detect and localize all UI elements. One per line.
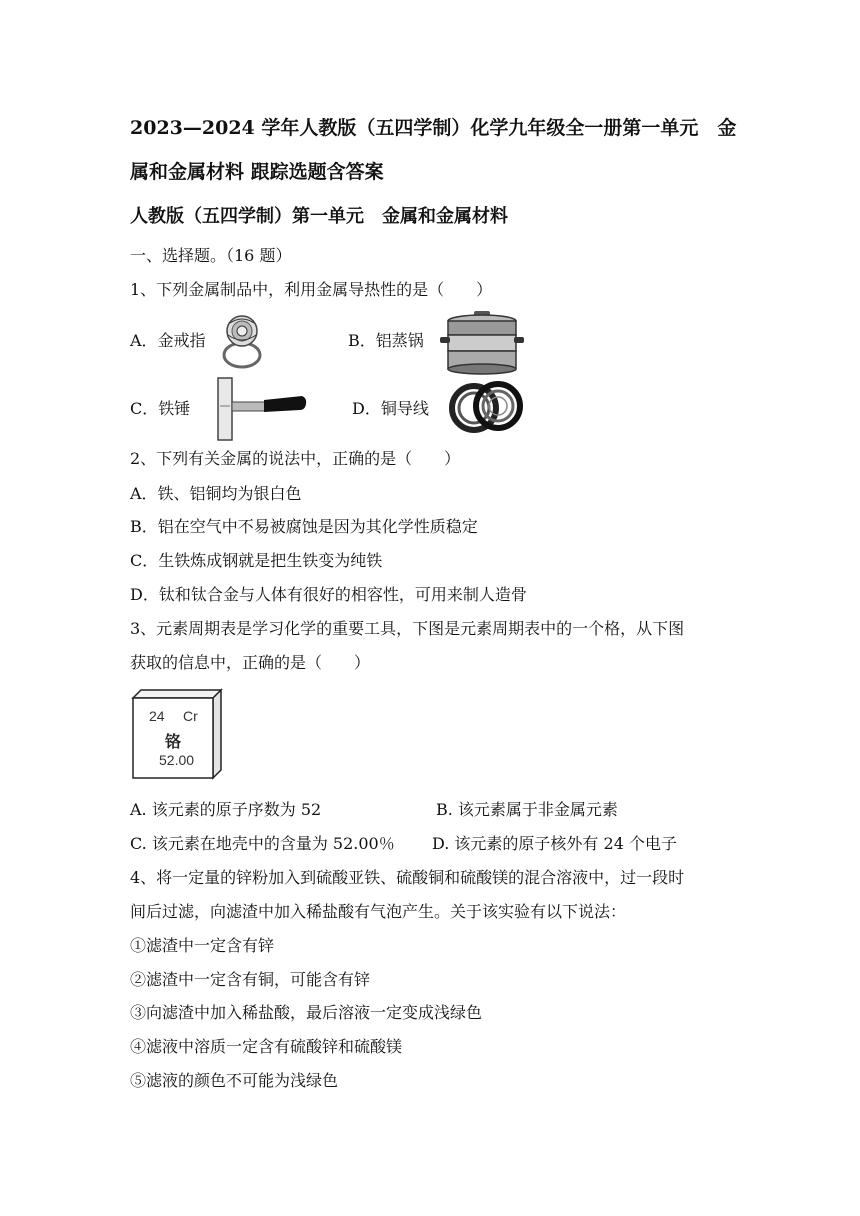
q4-statement-2: ②滤渣中一定含有铜，可能含有锌 [130,970,371,989]
q3-option-b: B. 该元素属于非金属元素 [436,800,618,819]
q1-option-c: C．铁锤 [130,399,191,418]
q4-stem-line-2: 间后过滤，向滤渣中加入稀盐酸有气泡产生。关于该实验有以下说法： [130,902,627,921]
q4-statement-1: ①滤渣中一定含有锌 [130,936,275,955]
steamer-pot-picture [440,309,524,375]
unit-subtitle: 人教版（五四学制）第一单元 金属和金属材料 [130,206,508,227]
hammer-picture [212,376,308,442]
q4-stem-line-1: 4、将一定量的锌粉加入到硫酸亚铁、硫酸铜和硫酸镁的混合溶液中，过一段时 [130,868,685,887]
q4-statement-5: ⑤滤液的颜色不可能为浅绿色 [130,1071,339,1090]
q3-option-a: A. 该元素的原子序数为 52 [130,800,322,819]
q3-option-c: C. 该元素在地壳中的含量为 52.00％ [130,834,395,853]
q4-statement-3: ③向滤渣中加入稀盐酸，最后溶液一定变成浅绿色 [130,1003,483,1022]
document-title-line-2: 属和金属材料 跟踪选题含答案 [130,161,384,183]
section-heading: 一、选择题。（16 题） [130,246,292,265]
q4-statement-4: ④滤液中溶质一定含有硫酸锌和硫酸镁 [130,1037,403,1056]
q3-stem-line-1: 3、元素周期表是学习化学的重要工具，下图是元素周期表中的一个格，从下图 [130,619,685,638]
element-atomic-number: 24 [149,708,165,724]
element-name: 铬 [165,732,182,751]
element-atomic-mass: 52.00 [159,752,195,768]
document-title-line-1: 2023—2024 学年人教版（五四学制）化学九年级全一册第一单元 金 [130,117,737,139]
q2-option-c: C．生铁炼成钢就是把生铁变为纯铁 [130,551,383,570]
q2-stem: 2、下列有关金属的说法中，正确的是（ ） [130,449,461,468]
q2-option-b: B．铝在空气中不易被腐蚀是因为其化学性质稳定 [130,517,478,536]
periodic-table-cell [131,688,223,780]
q1-option-a: A．金戒指 [130,331,206,350]
element-symbol: Cr [183,708,198,724]
ring-picture [216,313,268,371]
q1-option-b: B．铝蒸锅 [348,331,424,350]
q2-option-d: D．钛和钛合金与人体有很好的相容性，可用来制人造骨 [130,585,527,604]
q3-stem-line-2: 获取的信息中，正确的是（ ） [130,653,371,672]
q3-option-d: D. 该元素的原子核外有 24 个电子 [432,834,677,853]
q1-option-d: D．铜导线 [352,399,429,418]
q2-option-a: A．铁、铝铜均为银白色 [130,484,302,503]
q1-stem: 1、下列金属制品中，利用金属导热性的是（ ） [130,280,493,299]
wire-coil-picture [446,376,526,438]
